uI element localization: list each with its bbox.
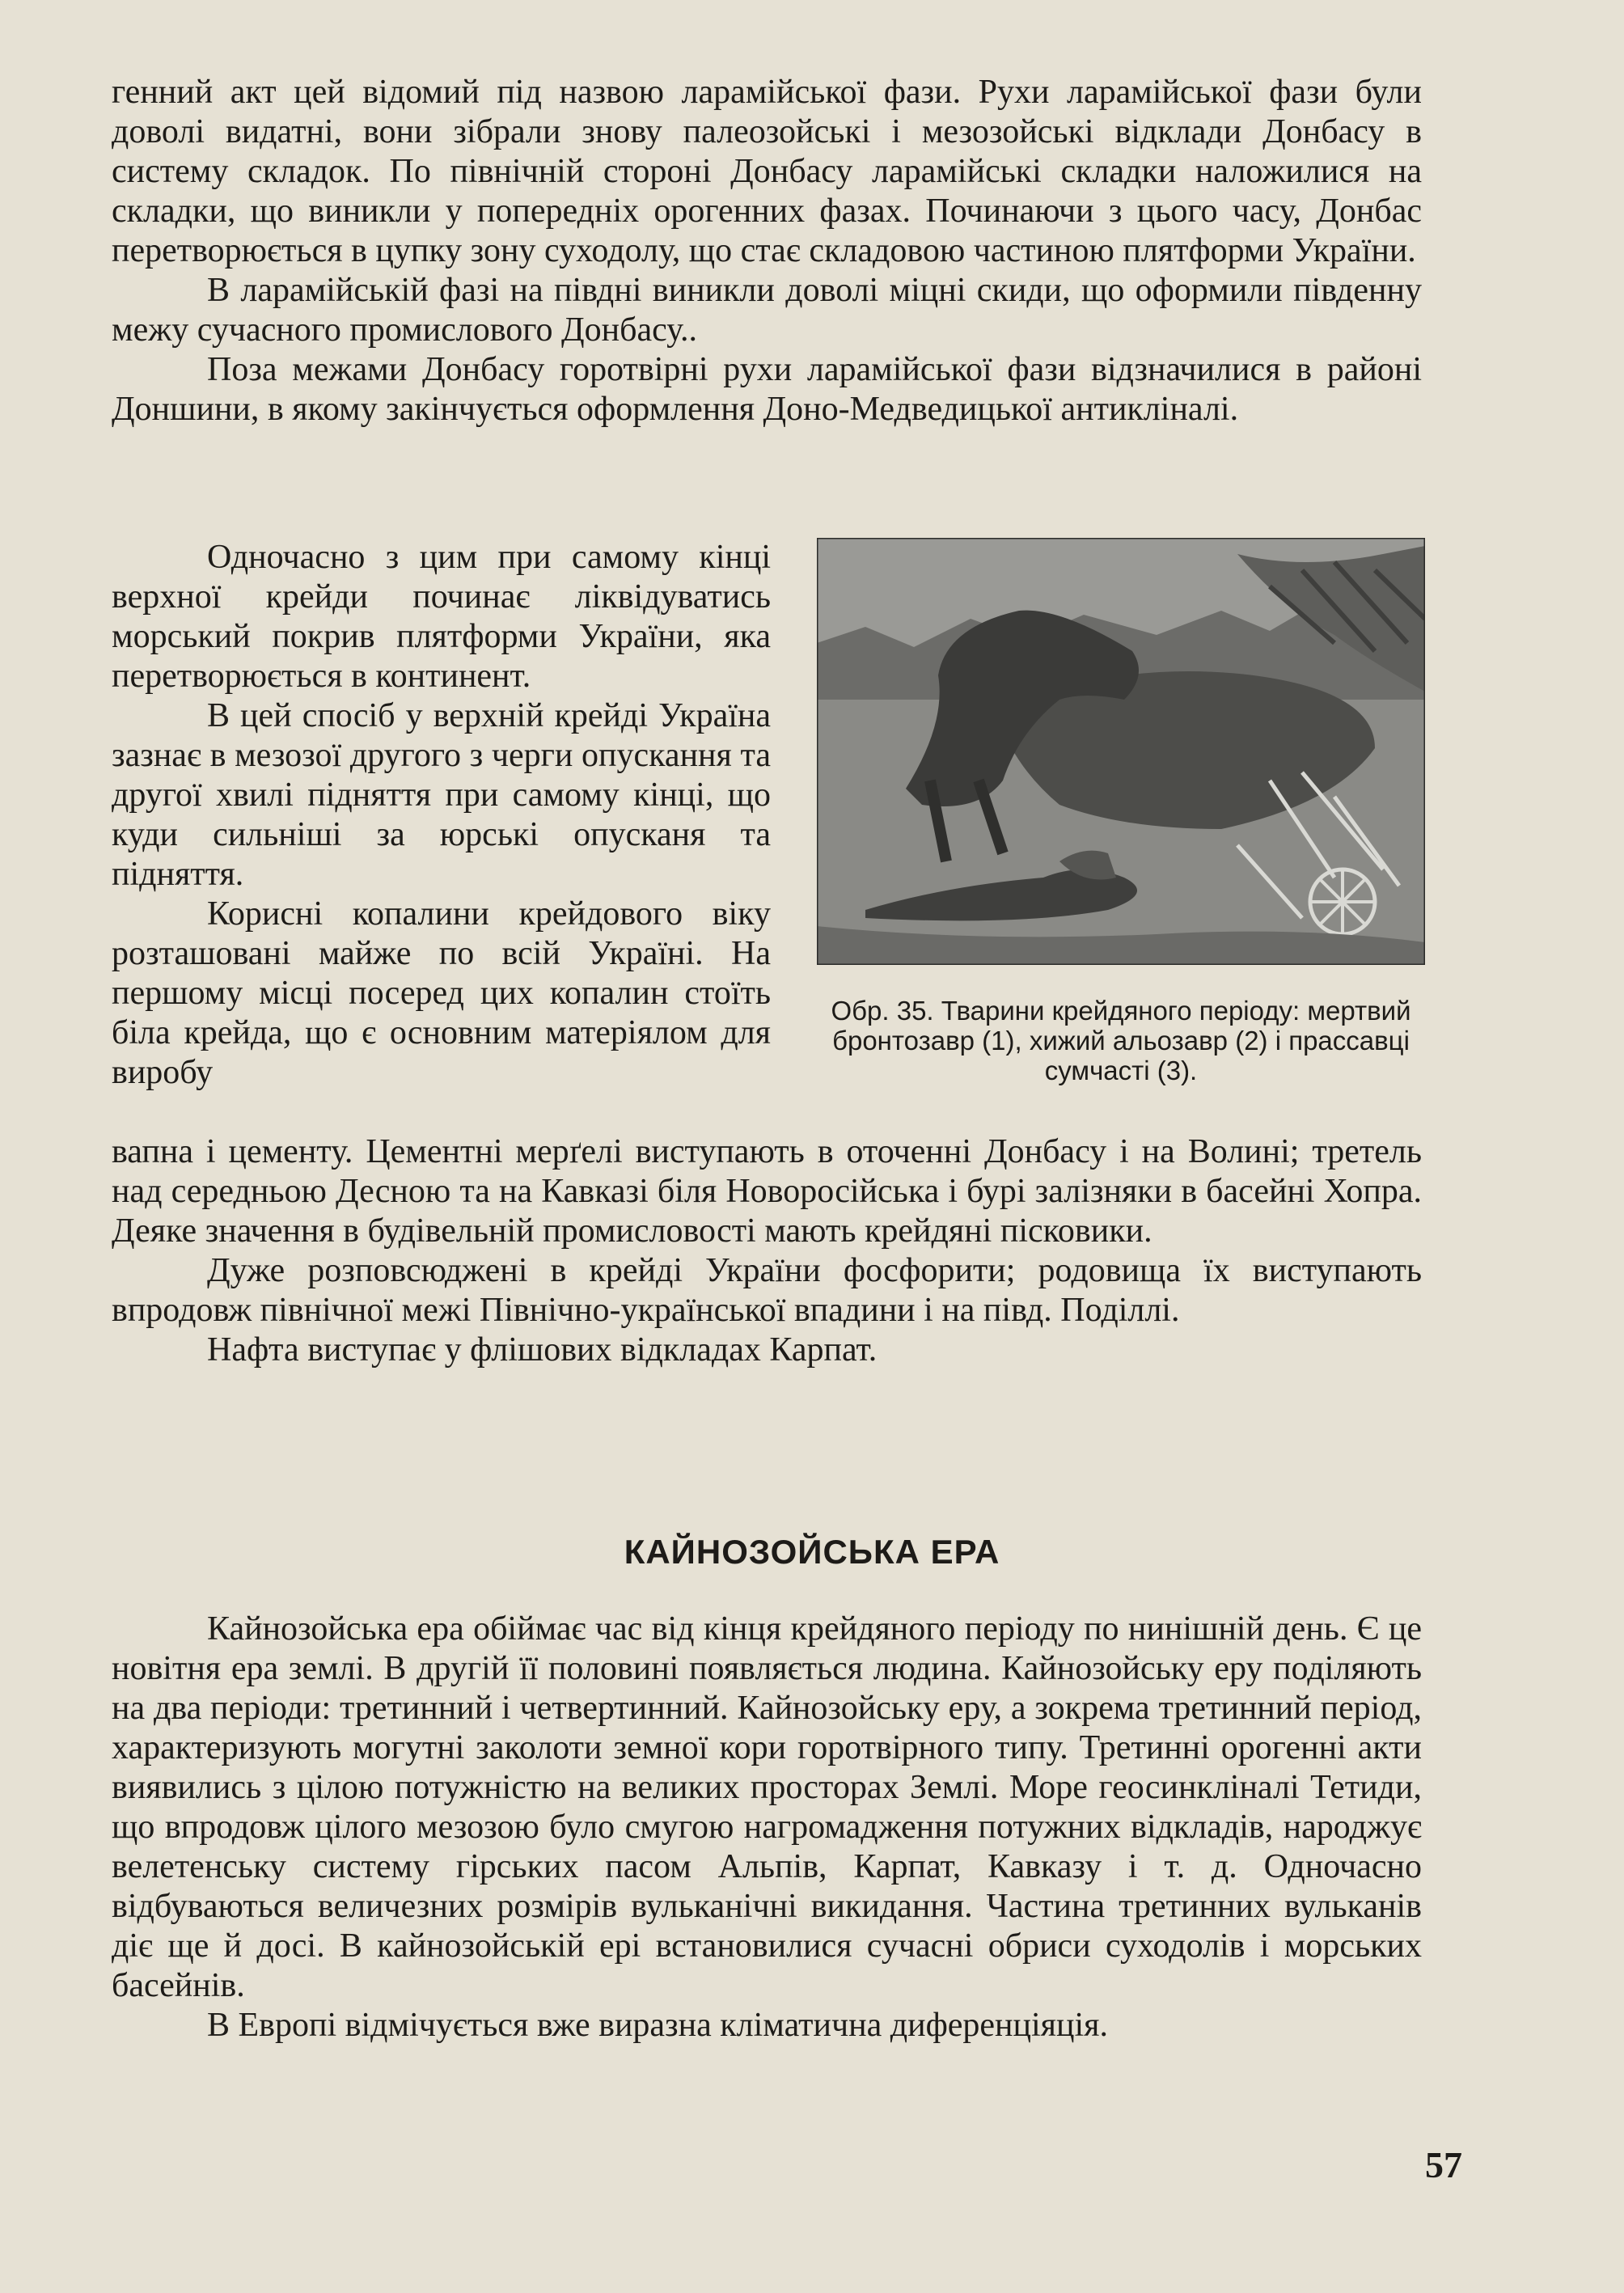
bottom-text-block (112, 1132, 1422, 1370)
left-column-text (112, 538, 771, 1093)
paragraph: Нафта виступає у флішових відкладах Карпат. (207, 1331, 878, 1369)
page-number: 57 (1425, 2144, 1462, 2185)
dinosaur-illustration (817, 538, 1425, 965)
paragraph: В Европі відмічується вже виразна кліматична диференціяція. (207, 2007, 1108, 2044)
paragraph: вапна і цементу. Цементні мерґелі виступають в оточенні Донбасу і на Волині; третель над середньою Десною та на Кавказі біля Новоросійська і бурі залізняки в басейні Хопра. Деяке значення в будівельній промисловості мають крейдяні пісковики. (112, 1133, 1422, 1250)
paragraph: В цей спосіб у верхній крейді Україна зазнає в мезозої другого з черги опускання та другої хвилі підняття при самому кінці, що куди сильніші за юрські опусканя та підняття. (112, 697, 771, 893)
paragraph: Дуже розповсюджені в крейді України фосфорити; родовища їх виступають впродовж північної межі Північно-української впадини і на півд. Поділлі. (112, 1252, 1422, 1329)
paragraph: В ларамійській фазі на півдні виникли доволі міцні скиди, що оформили південну межу сучасного промислового Донбасу.. (112, 272, 1422, 349)
paragraph: Корисні копалини крейдового віку розташовані майже по всій Україні. На першому місці посеред цих копалин стоїть біла крейда, що є основним матеріялом для виробу (112, 895, 771, 1091)
figure-35 (817, 538, 1425, 1085)
figure-caption: Обр. 35. Тварини крейдяного періоду: мертвий бронтозавр (1), хижий альозавр (2) і прассавці сумчасті (3). (831, 996, 1411, 1085)
top-text-block (112, 73, 1422, 429)
paragraph: Поза межами Донбасу горотвірні рухи ларамійської фази відзначилися в районі Доншини, в якому закінчується оформлення Доно-Медведицької антикліналі. (112, 351, 1422, 428)
cenozoic-text-block (112, 1610, 1422, 2046)
paragraph: Кайнозойська ера обіймає час від кінця крейдяного періоду по нинішній день. Є це новітня ера землі. В другій її половині появляється людина. Кайнозойську еру поділяють на два періоди: третинний і четвертинний. Кайнозойську еру, а зокрема третинний період, характеризують могутні заколоти земної кори горотвірного типу. Третинні орогенні акти виявились з цілою потужністю на великих просторах Землі. Море геосинкліналі Тетиди, що впродовж цілого мезозою було смугою нагромадження потужних відкладів, народжує велетенську систему гірських пасом Альпів, Карпат, Кавказу і т. д. Одночасно відбуваються величезних розмірів вульканічні викидання. Частина третинних вульканів діє ще й досі. В кайнозойській ері встановилися сучасні обриси суходолів і морських басейнів. (112, 1610, 1422, 2004)
paragraph: Одночасно з цим при самому кінці верхної крейди починає ліквідуватись морський покрив плятформи України, яка перетворюється в континент. (112, 539, 771, 695)
paragraph: генний акт цей відомий під назвою ларамійської фази. Рухи ларамійської фази були доволі видатні, вони зібрали знову палеозойські і мезозойські відклади Донбасу в систему складок. По північній стороні Донбасу ларамійські складки наложилися на складки, що виникли у попередніх орогенних фазах. Починаючи з цього часу, Донбас перетворюється в цупку зону суходолу, що стає складовою частиною плятформи України. (112, 74, 1422, 269)
section-heading: КАЙНОЗОЙСЬКА ЕРА (624, 1533, 1000, 1571)
